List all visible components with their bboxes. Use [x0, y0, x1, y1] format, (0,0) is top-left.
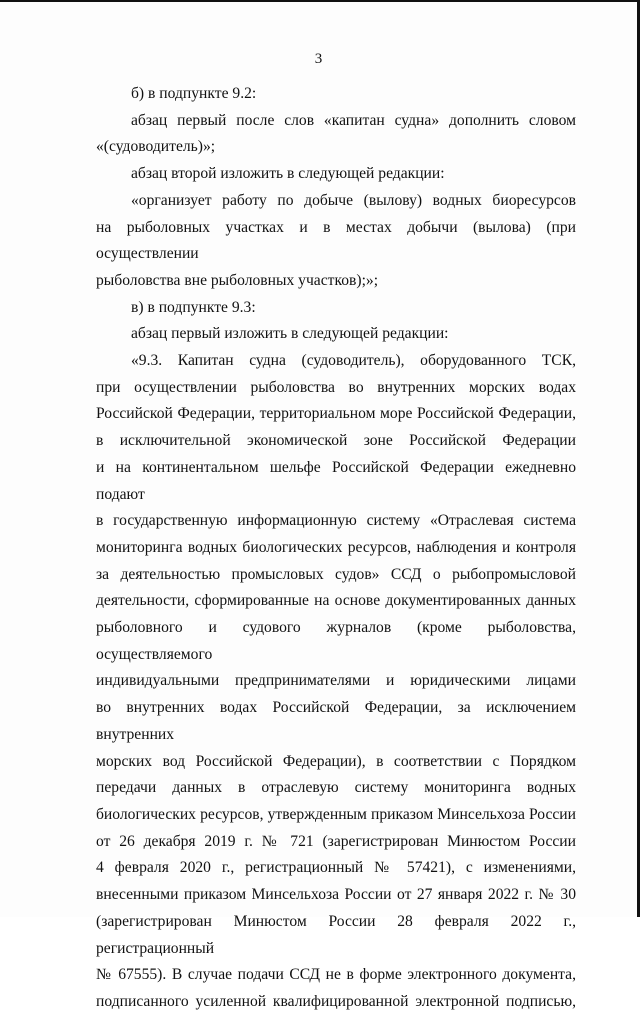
- text-line: за деятельностью промысловых судов» ССД о рыбопромысловой: [96, 565, 576, 583]
- text-line: абзац первый после слов «капитан судна» дополнить словом: [131, 111, 576, 129]
- text-line: Российской Федерации, территориальном море Российской Федерации,: [96, 405, 576, 423]
- text-line: биологических ресурсов, утвержденным приказом Минсельхоза России: [96, 805, 576, 823]
- text-line: при осуществлении рыболовства во внутренних морских водах: [96, 378, 576, 396]
- text-line: от 26 декабря 2019 г. № 721 (зарегистрирован Минюстом России: [96, 832, 576, 850]
- text-line: 4 февраля 2020 г., регистрационный № 57421), с изменениями,: [96, 859, 576, 877]
- text-line: деятельности, сформированные на основе документированных данных: [96, 592, 576, 610]
- text-line: «организует работу по добыче (вылову) водных биоресурсов: [131, 191, 576, 209]
- text-line: мониторинга водных биологических ресурсов, наблюдения и контроля: [96, 538, 576, 556]
- text-line: рыболовного и судового журналов (кроме рыболовства, осуществляемого: [96, 619, 576, 663]
- text-line: в исключительной экономической зоне Российской Федерации: [96, 432, 576, 450]
- text-line: передачи данных в отраслевую систему мониторинга водных: [96, 779, 576, 797]
- text-line: индивидуальными предпринимателями и юридическими лицами: [96, 672, 576, 690]
- text-line: абзац второй изложить в следующей редакции:: [131, 165, 445, 183]
- text-line: «9.3. Капитан судна (судоводитель), оборудованного ТСК,: [131, 352, 576, 370]
- text-line: морских вод Российской Федерации), в соответствии с Порядком: [96, 752, 576, 770]
- text-line: в государственную информационную систему «Отраслевая система: [96, 512, 576, 530]
- text-line: рыболовства вне рыболовных участков);»;: [96, 271, 379, 289]
- text-line: «(судоводитель)»;: [96, 138, 216, 156]
- text-line: в) в подпункте 9.3:: [131, 298, 256, 316]
- text-line: внесенными приказом Минсельхоза России от 27 января 2022 г. № 30: [96, 886, 576, 904]
- text-line: подписанного усиленной квалифицированной электронной подписью,: [96, 992, 576, 1010]
- text-line: на рыболовных участках и в местах добычи (вылова) (при осуществлении: [96, 218, 576, 263]
- text-line: б) в подпункте 9.2:: [131, 85, 257, 102]
- text-line: № 67555). В случае подачи ССД не в форме электронного документа,: [96, 966, 576, 984]
- page-number: 3: [314, 51, 323, 67]
- document-body: [96, 81, 576, 1016]
- text-line: во внутренних водах Российской Федерации, за исключением внутренних: [96, 699, 576, 743]
- text-line: абзац первый изложить в следующей редакции:: [131, 325, 449, 343]
- text-line: и на континентальном шельфе Российской Федерации ежедневно подают: [96, 458, 576, 503]
- text-line: (зарегистрирован Минюстом России 28 февраля 2022 г., регистрационный: [96, 912, 576, 957]
